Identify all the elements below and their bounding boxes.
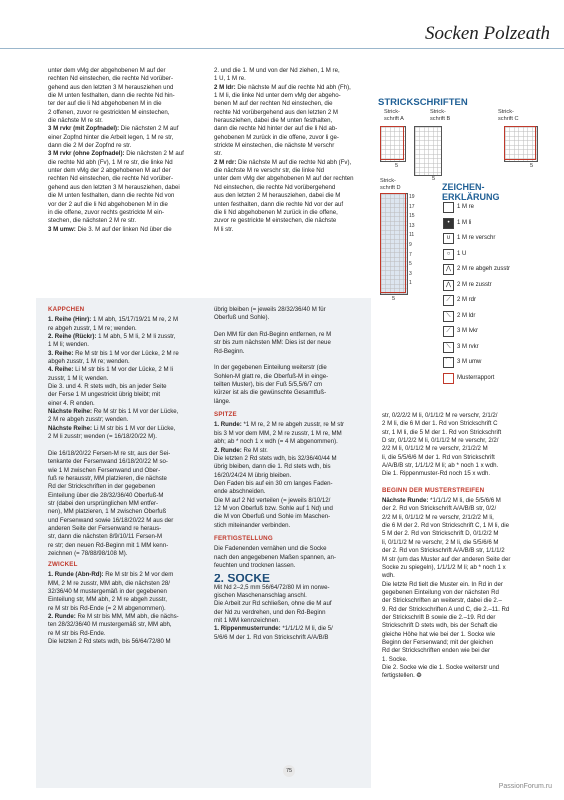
text-line: 3 M rvkr (mit Zopfnadel): Die nächsten 2 M auf <box>48 125 179 133</box>
text-line: der Strickschriften an weiterstr, dabei die 2.– <box>382 597 502 605</box>
legend-title: ZEICHEN- ERKLÄRUNG <box>442 182 500 202</box>
chart-b-five: 5 <box>432 176 436 182</box>
text-line: benen M auf der rechten Nd einstechen, die <box>214 100 333 108</box>
text-line: zuvor re gestrickte M einstechen, die nächste <box>214 217 337 225</box>
text-line: 5 M der 2. Rd von Strickschrift D, 0/1/2/2 M <box>382 530 499 538</box>
text-line: fertigstellen. ❂ <box>382 672 422 680</box>
text-line: Nächste Reihe: Li M str bis 1 M vor der Lücke, <box>48 424 176 432</box>
text-line: A/A/B/B str, 1/1/1/2 M li; ab * noch 1 x wdh. <box>382 462 499 470</box>
text-line: übrig bleiben, dann die 1. Rd stets wdh, bis <box>214 463 331 471</box>
text-line: gleiche Höhe hat wie bei der 1. Socke wie <box>382 630 496 638</box>
text-line <box>214 323 376 331</box>
text-line: 1. Rippenmusterrunde: *1/1/1/2 M li, die 5/ <box>214 625 333 633</box>
text-line: rechten Nd einstechen, die rechte Nd vorüber- <box>48 75 173 83</box>
text-line: str, dann die nächsten 8/9/10/11 Fersen-M <box>48 533 163 541</box>
charts-title: STRICKSCHRIFTEN <box>378 97 468 108</box>
text-line: 1. Socke. <box>382 655 408 663</box>
row-number: 9 <box>409 242 412 248</box>
text-line: 2. Reihe (Rückr): 1 M abh, 5 M li, 2 M li zusstr, <box>48 333 176 341</box>
chart-d-five: 5 <box>392 296 396 302</box>
text-line: der 2. Rd von Strickschrift A/A/B/B str, 0/2/ <box>382 505 497 513</box>
legend-label: 3 M lvkr <box>457 328 478 334</box>
header-rule <box>0 48 564 49</box>
text-line: 3 M rvkr (ohne Zopfnadel): Die nächsten 2 M auf <box>48 150 184 158</box>
text-line: re str; den neuen Rd-Beginn mit 1 MM kenn- <box>48 541 169 549</box>
legend-symbol-icon <box>443 373 454 384</box>
text-line: anderen Seite der Fersenwand re heraus- <box>48 524 162 532</box>
text-line <box>214 356 376 364</box>
text-line: Die 2. Socke wie die 1. Socke weiterstr und <box>382 663 500 671</box>
legend-item <box>457 204 474 210</box>
legend-item <box>447 219 472 226</box>
text-line: 2. und die 1. M und von der Nd ziehen, 1 M re, <box>214 67 340 74</box>
text-line: str. <box>214 150 223 158</box>
text-line: fuß re herausstr, MM platzieren, die nächste <box>48 474 167 482</box>
fertig-lines <box>214 545 376 570</box>
text-line: Einteilung über die 28/32/36/40 Oberfuß-M <box>48 491 164 499</box>
text-line: mit 1 MM kennzeichnen. <box>214 617 281 625</box>
legend-item <box>446 266 511 272</box>
text-line: die nächste M re str. <box>48 117 103 125</box>
text-line: rechten Nd einstechen, die rechte Nd vorüber- <box>48 175 173 183</box>
row-number: 1 <box>409 280 412 287</box>
chart-c-five: 5 <box>530 163 534 169</box>
beginn-lines <box>382 497 544 681</box>
legend-item <box>446 250 467 257</box>
chart-d-label: Strick- schrift D <box>380 178 401 191</box>
legend-label: 3 M umw <box>457 359 482 365</box>
text-line: abh; ab * noch 1 x wdh (= 4 M abgenommen). <box>214 438 338 446</box>
text-line: gehend aus den letzten 3 M herausziehen und <box>48 83 174 91</box>
text-line: gehend aus den letzten 3 M herausziehen, dabei <box>48 183 180 191</box>
legend-symbol-icon: ᴜ <box>443 233 454 244</box>
text-line: nen), MM platzieren, 1 M zwischen Oberfuß <box>48 508 167 516</box>
text-line: einer 4. R enden. <box>48 399 95 407</box>
legend-symbol-icon <box>443 202 454 213</box>
legend-symbol-icon: ⋀ <box>443 280 454 291</box>
text-line: str (dabei den ursprünglichen MM entfer- <box>48 499 159 507</box>
legend-symbol-icon: ⟍ <box>443 342 454 353</box>
text-line: die li Nd abgehobenen M zurück in die offene, <box>214 208 338 216</box>
text-line: übrig bleiben (= jeweils 28/32/36/40 M für <box>214 306 326 313</box>
kaeppchen-lines <box>48 316 208 558</box>
text-line: vor der 2 auf die li Nd abgehobenen M in die <box>48 200 168 208</box>
zwickel-lines <box>48 571 208 646</box>
legend-item <box>446 235 496 241</box>
col5-intro <box>382 412 544 479</box>
legend-label: 2 M ldr <box>457 312 476 319</box>
text-line: nach den angegebenen Maßen spannen, an- <box>214 553 336 561</box>
legend-label: 2 M rdr <box>457 297 477 303</box>
text-line: In der gegebenen Einteilung weiterstr (die <box>214 364 327 372</box>
text-line: stich miteinander verbinden. <box>214 521 291 529</box>
text-line: 3. Reihe: Re M str bis 1 M vor der Lücke, 2 M re <box>48 349 179 357</box>
text-line: abgeh zusstr, 1 M re; wenden. <box>48 358 130 366</box>
text-line: unter dem vMg der abgehobenen M auf der <box>48 67 166 74</box>
col4-intro <box>214 306 376 406</box>
legend-item <box>446 281 492 288</box>
text-line: re M str bis Rd-Ende (= 2 M abgenommen). <box>48 604 166 612</box>
text-line: 32/36/40 M mustergemäß in der gegebenen <box>48 588 167 596</box>
kaeppchen-section <box>48 306 208 558</box>
text-line: M li str. <box>214 225 234 233</box>
text-line: Einteilung str, MM abh, 2 M re abgeh zusstr, <box>48 596 167 604</box>
legend-label: 1 M re <box>457 204 475 210</box>
text-line: Den Faden bis auf ein 30 cm langes Faden- <box>214 479 333 487</box>
text-line: gegebenen Einteilung von der nächsten Rd <box>382 588 499 596</box>
socke2-heading: 2. SOCKE <box>214 574 271 583</box>
text-line: aus den letzten 2 M herausziehen, dabei die M <box>214 192 341 200</box>
legend-symbol-icon: ⋀ <box>443 264 454 275</box>
chart-c-rapport <box>504 126 536 160</box>
legend-item <box>445 359 482 365</box>
text-line: 4. Reihe: Li M str bis 1 M vor der Lücke, 2 M li <box>48 366 173 374</box>
legend-label: 2 M re abgeh zusstr <box>457 266 511 272</box>
text-line: ter der auf die li Nd abgehobenen M in die <box>48 100 162 108</box>
text-line: rechte Nd vorübergehend aus den letzten 2 M <box>214 108 338 116</box>
kaeppchen-heading: KÄPPCHEN <box>48 306 85 313</box>
text-line <box>48 442 208 450</box>
legend-label: 1 U <box>457 250 467 257</box>
text-line: 2 offenen, zuvor re gestrickten M einstechen, <box>48 108 170 116</box>
zwickel-section <box>48 561 208 646</box>
text-line: gehobenen M zurück in die offene, zuvor li ge- <box>214 133 339 141</box>
legend-item <box>446 343 479 350</box>
text-line: Die Arbeit zur Rd schließen, ohne die M auf <box>214 600 332 608</box>
text-line: der Ferse 1 M ungestrickt übrig bleibt; mit <box>48 391 161 399</box>
text-line: die M unten festhalten, dann die rechte Nd von <box>48 192 175 200</box>
text-line: Rd der Strickschriften in der gegebenen <box>48 483 156 491</box>
text-line: in die offene, zuvor rechts gestrickte M ein- <box>48 208 165 216</box>
page-header-title: Socken Polzeath <box>424 23 550 44</box>
text-line: Socke zu spiegeln), 1/1/1/2 M li; ab * noch 1 x <box>382 563 506 571</box>
legend-symbol-icon: ⟋ <box>443 295 454 306</box>
legend-label: 1 M re verschr <box>457 235 496 241</box>
text-line: Die M auf 2 Nd verteilen (= jeweils 8/10/12/ <box>214 496 331 504</box>
watermark: PassionForum.ru <box>498 783 552 790</box>
legend-symbol-icon: ⌒ <box>443 357 454 368</box>
legend-label: Musterrapport <box>457 374 495 381</box>
text-line: Beginn der Fersenwand; mit der gleichen <box>382 638 494 646</box>
legend-item <box>446 312 476 319</box>
text-line: Die 1. Rippenmuster-Rd noch 15 x wdh. <box>382 470 491 478</box>
text-line: li, 0/1/1/2 M re verschr, 2 M li, die 5/5/6/6 M <box>382 538 499 546</box>
chart-b-label: Strick- schrift B <box>430 109 451 122</box>
text-line: 2/2 M li, 0/1/1/2 M re verschr, 2/1/2/2 M <box>382 445 488 453</box>
row-number: 13 <box>409 222 415 229</box>
text-line: gischen Maschenanschlag anschl. <box>214 592 307 599</box>
socke2-lines <box>214 584 376 642</box>
text-line: re abgeh zusstr, 1 M re; wenden. <box>48 324 137 332</box>
text-line: li, die 5/5/6/6 M der 1. Rd von Strickschrift <box>382 453 495 461</box>
row-number: 17 <box>409 203 415 210</box>
legend-symbol-icon: ⟋ <box>443 326 454 337</box>
text-line: 2 M rdr: Die nächste M auf die rechte Nd abh (Fv), <box>214 158 352 166</box>
text-line: bis 3 M vor dem MM, 2 M re zusstr, 1 M re, MM <box>214 429 342 437</box>
text-line: Die letzte Rd tielt die Muster ein. In Rd in der <box>382 580 503 588</box>
row-number: 5 <box>409 261 412 268</box>
legend-symbol-icon: ○ <box>443 249 454 260</box>
text-line: kürzer ist als die gewünschte Gesamtfuß- <box>214 389 327 397</box>
text-line: wie 1 M zwischen Fersenwand und Ober- <box>48 466 161 474</box>
text-line: Strickschrift D stets wdh, bis der Schaft die <box>382 622 498 630</box>
text-line: str, 0/2/2/2 M li, 0/1/1/2 M re verschr, 2/1/2/ <box>382 412 498 419</box>
text-line: die rechte Nd abh (Fv), 1 M re str, die linke Nd <box>48 158 173 166</box>
legend-label: 2 M re zusstr <box>457 281 492 288</box>
text-line: 1 M li, die linke Nd unter dem vMg der abgeho- <box>214 92 341 100</box>
chart-c-label: Strick- schrift C <box>498 109 519 122</box>
text-line: Oberfuß und Sohle). <box>214 314 270 322</box>
text-line: 2 M re abgeh zusstr; wenden. <box>48 416 129 424</box>
text-line: Die 16/18/20/22 Fersen-M re str, aus der Sei- <box>48 449 171 457</box>
text-line: Sohlen-M glatt re, die Oberfuß-M in einge- <box>214 372 329 380</box>
text-col-2 <box>214 67 376 234</box>
text-line: 2 M ldr: Die nächste M auf die rechte Nd abh (Fh), <box>214 83 351 91</box>
text-line: dann die 2 M der Zopfnd re str. <box>48 142 132 150</box>
text-line: 9. Rd der Strickschriften A und C, die 2.–11. Rd <box>382 605 510 613</box>
text-col-5 <box>382 412 544 681</box>
text-line: die M von Oberfuß und Sohle im Maschen- <box>214 513 331 521</box>
text-line: 2. Runde: Re M str. <box>214 446 268 454</box>
text-line: und Fersenwand sowie 16/18/20/22 M aus der <box>48 516 174 524</box>
text-line: unten festhalten, dann die rechte Nd vor der auf <box>214 200 344 208</box>
text-line: Rd-Beginn. <box>214 347 245 355</box>
chart-b <box>414 126 442 176</box>
text-col-4 <box>214 306 376 642</box>
row-number: 3 <box>409 270 412 277</box>
text-line: strickte M einstechen, die nächste M verschr <box>214 142 335 150</box>
chart-a-rapport <box>380 126 404 160</box>
text-line: stechen, die nächsten 2 M re str. <box>48 217 137 225</box>
text-line: die nächste M re verschr str, die linke Nd <box>214 167 325 175</box>
text-line: MM, 2 M re zusstr, MM abh, die nächsten 28/ <box>48 579 170 587</box>
text-line: unter dem vMg der 2 abgehobenen M auf der <box>48 167 171 175</box>
legend-label: 3 M rvkr <box>457 343 479 350</box>
text-line: Mit Nd 2–2,5 mm 56/64/72/80 M im norwe- <box>214 583 330 591</box>
text-line: Den MM für den Rd-Beginn entfernen, re M <box>214 331 332 339</box>
text-line: 1 U, 1 M re. <box>214 75 246 83</box>
text-line: Nächste Runde: *1/1/1/2 M li, die 5/5/6/6 M <box>382 497 501 505</box>
text-line: 2 M li zusstr; wenden (= 16/18/20/22 M). <box>48 433 157 441</box>
spitze-heading: SPITZE <box>214 411 237 419</box>
text-line: re M str bis Rd-Ende. <box>48 629 106 637</box>
text-line: 1. Runde (Abn-Rd): Re M str bis 2 M vor dem <box>48 571 174 579</box>
text-line: 1. Reihe (Hinr): 1 M abh, 15/17/19/21 M re, 2 M <box>48 316 179 324</box>
text-line: teilten Muster), bis der Fuß 5/5,5/6/7 cm <box>214 381 323 389</box>
text-line: 12 M von Oberfuß bzw. Sohle auf 1 Nd) und <box>214 504 333 512</box>
text-line: Die Fadenenden vernähen und die Socke <box>214 545 327 553</box>
row-number: 7 <box>409 251 412 258</box>
text-line: die M unten festhalten, dann die rechte Nd hin- <box>48 92 175 100</box>
legend-item <box>446 328 478 334</box>
text-line: 2 M li, die 6 M der 1. Rd von Strickschrift C <box>382 420 498 428</box>
row-number: 11 <box>409 232 415 239</box>
text-line: der Nd zu verdrehen, und den Rd-Beginn <box>214 608 326 616</box>
text-line: die 6 M der 2. Rd von Strickschrift C, 1 M li, die <box>382 522 509 530</box>
text-line: 1 M li; wenden. <box>48 341 89 349</box>
text-line: Nd einstechen, die rechte Nd vorübergehend <box>214 183 336 191</box>
page-number: 75 <box>283 765 295 777</box>
legend-symbol-icon: • <box>443 218 454 229</box>
text-line: wdh. <box>382 572 395 580</box>
text-line: ten 28/32/36/40 M mustergemäß str, MM abh, <box>48 621 172 629</box>
text-line: 2. Runde: Re M str bis MM, MM abh, die nächs- <box>48 613 179 621</box>
text-line: ende abschneiden. <box>214 488 266 496</box>
text-line: einer Zopfnd hinter die Arbeit legen, 1 M re str, <box>48 133 174 141</box>
chart-a-label: Strick- schrift A <box>384 109 404 122</box>
text-line: Die 3. und 4. R stets wdh, bis an jeder Seite <box>48 383 167 391</box>
zwickel-heading: ZWICKEL <box>48 561 78 568</box>
text-line: 1. Runde: *1 M re, 2 M re abgeh zusstr, re M str <box>214 421 345 429</box>
row-number: 15 <box>409 213 415 220</box>
text-line: dann die rechte Nd hinter der auf die li Nd ab- <box>214 125 338 133</box>
beginn-heading: BEGINN DER MUSTERSTREIFEN <box>382 486 485 494</box>
legend-label: 1 M li <box>457 219 472 226</box>
text-line: tenkante der Fersenwand 16/18/20/22 M so- <box>48 458 168 466</box>
text-line: länge. <box>214 397 231 405</box>
text-line: str bis zum nächsten MM: Dies ist der neue <box>214 339 331 347</box>
text-line: Rd der Strickschriften enden wie bei der <box>382 647 491 655</box>
text-line: zusstr, 1 M li; wenden. <box>48 374 109 382</box>
text-line: herausziehen, dabei die M unten festhalten, <box>214 117 333 125</box>
text-line: M str (um das Muster auf der anderen Seite der <box>382 555 511 563</box>
text-line: 5/6/6 M der 1. Rd von Strickschrift A/A/B/B <box>214 633 329 641</box>
text-line: Nächste Reihe: Re M str bis 1 M vor der Lücke, <box>48 408 179 416</box>
text-col-1 <box>48 67 208 234</box>
text-line: D str, 0/1/2/2 M li, 0/1/1/2 M re verschr, 2/2/ <box>382 437 499 445</box>
text-line: der Strickschrift B sowie die 2.–19. Rd der <box>382 613 496 621</box>
legend-symbol-icon: ⟍ <box>443 311 454 322</box>
fertig-heading: FERTIGSTELLUNG <box>214 534 273 542</box>
spitze-lines <box>214 421 376 529</box>
legend-item <box>457 375 494 381</box>
text-line: 2/2 M li, 0/1/1/2 M re verschr, 2/1/2/2 M li, <box>382 513 494 521</box>
chart-a-five: 5 <box>395 163 399 169</box>
text-line: zeichnen (= 78/88/98/108 M). <box>48 549 128 557</box>
text-line: Die letzten 2 Rd stets wdh, bis 56/64/72/80 M <box>48 638 171 646</box>
row-number: 19 <box>409 194 415 200</box>
text-line: 16/20/24/24 M übrig bleiben. <box>214 471 292 479</box>
legend-item <box>446 297 477 303</box>
text-line: unter dem vMg der abgehobenen M auf der rechten <box>214 175 354 183</box>
text-line: feuchten und trocknen lassen. <box>214 561 296 569</box>
text-line: Die letzten 2 Rd stets wdh, bis 32/36/40/44 M <box>214 454 337 462</box>
text-line: 3 M umw: Die 3. M auf der linken Nd über die <box>48 225 172 233</box>
chart-d-rapport <box>380 193 406 293</box>
text-line: der 2. Rd von Strickschrift A/A/B/B str, 1/1/1/2 <box>382 547 505 555</box>
text-line: str, 1 M li, die 5 M der 1. Rd von Strickschrift <box>382 428 502 436</box>
